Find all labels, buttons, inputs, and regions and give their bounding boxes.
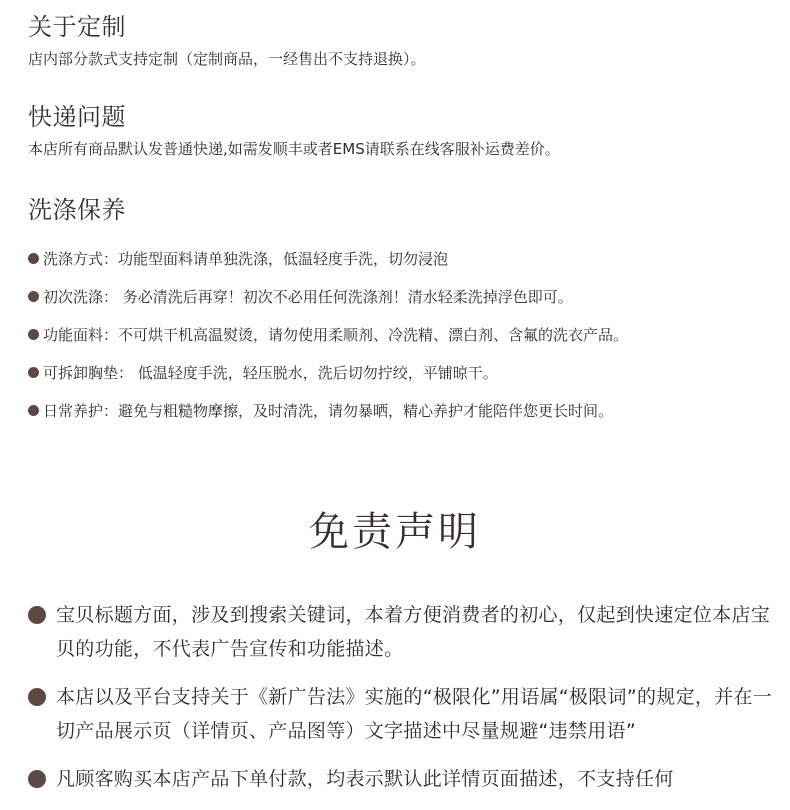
disclaimer-item <box>28 598 778 666</box>
bullet-dot-icon <box>28 606 46 624</box>
custom-body: 店内部分款式支持定制（定制商品，一经售出不支持退换）。 <box>28 50 426 68</box>
bullet-dot-icon <box>28 367 39 378</box>
care-item <box>28 239 778 277</box>
custom-title: 关于定制 <box>28 13 126 41</box>
care-item-text: 日常养护：避免与粗糙物摩擦，及时清洗，请勿暴晒，精心养护才能陪伴您更长时间。 <box>43 401 614 420</box>
care-list <box>28 239 778 429</box>
bullet-dot-icon <box>28 688 46 706</box>
disclaimer-title: 免责声明 <box>309 509 481 555</box>
disclaimer-item <box>28 680 778 748</box>
bullet-dot-icon <box>28 770 46 788</box>
shipping-section <box>28 102 778 160</box>
care-item-text: 洗涤方式：功能型面料请单独洗涤，低温轻度手洗，切勿浸泡 <box>43 249 449 268</box>
care-title: 洗涤保养 <box>28 196 126 224</box>
shipping-body: 本店所有商品默认发普通快递,如需发顺丰或者EMS请联系在线客服补运费差价。 <box>28 140 560 158</box>
bullet-dot-icon <box>28 291 39 302</box>
care-item <box>28 353 778 391</box>
care-item <box>28 391 778 429</box>
disclaimer-item-text: 宝贝标题方面，涉及到搜索关键词，本着方便消费者的初心，仅起到快速定位本店宝贝的功能，不代表广告宣传和功能描述。 <box>56 604 771 660</box>
care-item <box>28 315 778 353</box>
care-item-text: 功能面料：不可烘干机高温熨烫，请勿使用柔顺剂、冷洗精、漂白剂、含氟的洗衣产品。 <box>43 325 629 344</box>
bullet-dot-icon <box>28 405 39 416</box>
disclaimer-item <box>28 762 778 796</box>
care-item-text: 初次洗涤： 务必清洗后再穿！初次不必用任何洗涤剂！清水轻柔洗掉浮色即可。 <box>43 287 573 306</box>
bullet-dot-icon <box>28 253 39 264</box>
disclaimer-list <box>28 598 778 810</box>
care-section <box>28 195 778 429</box>
care-item <box>28 277 778 315</box>
custom-section <box>28 12 778 70</box>
shipping-title: 快递问题 <box>28 103 126 131</box>
disclaimer-item-text: 本店以及平台支持关于《新广告法》实施的“极限化”用语属“极限词”的规定，并在一切产品展示页（详情页、产品图等）文字描述中尽量规避“违禁用语” <box>56 686 773 742</box>
bullet-dot-icon <box>28 329 39 340</box>
care-item-text: 可拆卸胸垫： 低温轻度手洗，轻压脱水，洗后切勿拧绞，平铺晾干。 <box>43 363 498 382</box>
disclaimer-item-text: 凡顾客购买本店产品下单付款，均表示默认此详情页面描述，不支持任何 <box>56 768 674 790</box>
